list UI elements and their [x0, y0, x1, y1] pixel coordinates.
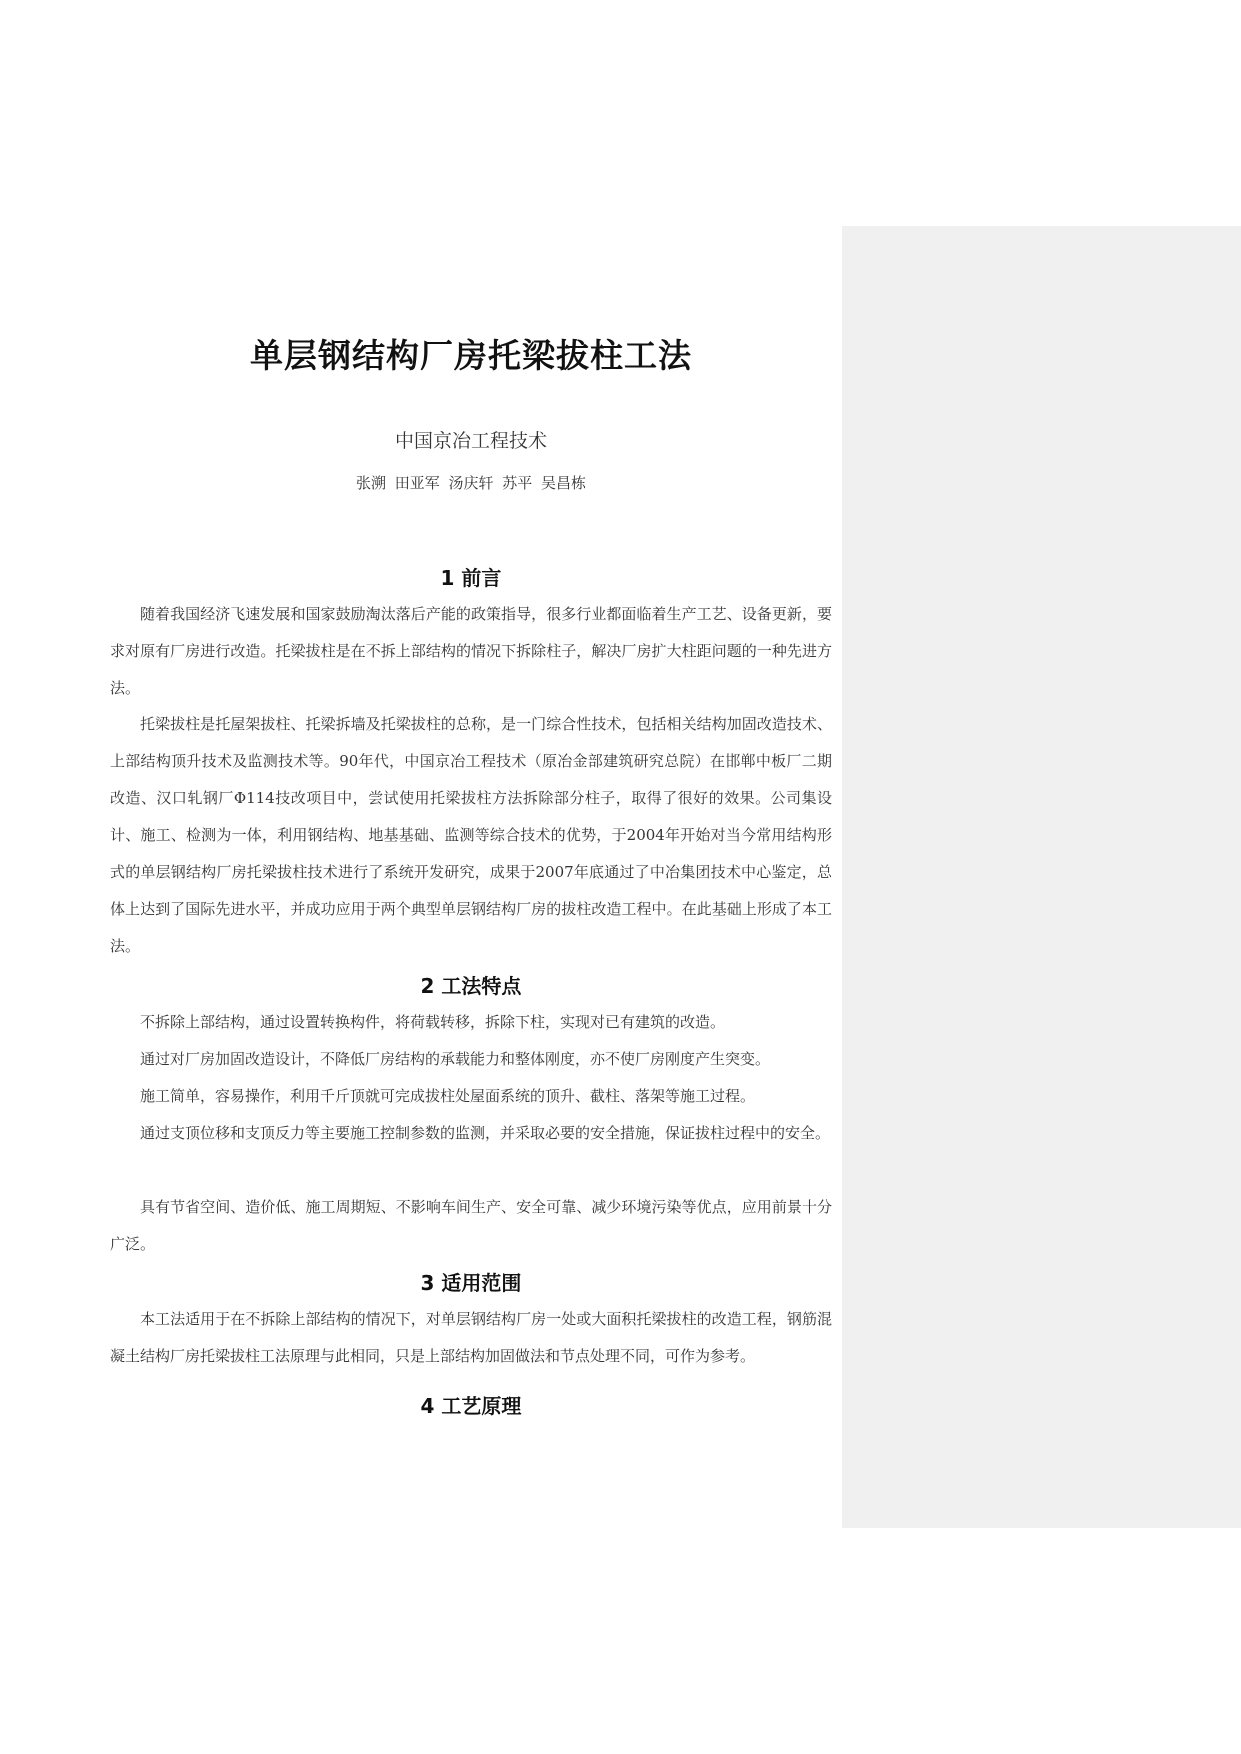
section-heading-principle: 4 工艺原理	[420, 1394, 522, 1418]
paragraph: 具有节省空间、造价低、施工周期短、不影响车间生产、安全可靠、减少环境污染等优点，应用前景十分广泛。	[110, 1198, 832, 1253]
paragraph: 通过对厂房加固改造设计，不降低厂房结构的承载能力和整体刚度，亦不使厂房刚度产生突变。	[140, 1050, 771, 1068]
section-heading-preface: 1 前言	[440, 566, 502, 590]
comment-margin-pane	[842, 226, 1241, 1528]
paragraph: 施工简单，容易操作，利用千斤顶就可完成拔柱处屋面系统的顶升、截柱、落架等施工过程。	[140, 1087, 756, 1105]
authors: 张溯 田亚军 汤庆轩 苏平 吴昌栋	[355, 474, 587, 492]
section-heading-scope: 3 适用范围	[420, 1271, 522, 1295]
section-heading-features: 2 工法特点	[420, 974, 522, 998]
paragraph: 通过支顶位移和支顶反力等主要施工控制参数的监测，并采取必要的安全措施，保证拔柱过程中的安全。	[140, 1124, 831, 1142]
paragraph: 随着我国经济飞速发展和国家鼓励淘汰落后产能的政策指导，很多行业都面临着生产工艺、设备更新，要求对原有厂房进行改造。托梁拔柱是在不拆上部结构的情况下拆除柱子，解决厂房扩大柱距问题的一种先进方法。	[110, 605, 832, 697]
paragraph: 不拆除上部结构，通过设置转换构件，将荷载转移，拆除下柱，实现对已有建筑的改造。	[140, 1013, 726, 1031]
paragraph: 托梁拔柱是托屋架拔柱、托梁拆墙及托梁拔柱的总称，是一门综合性技术，包括相关结构加固改造技术、上部结构顶升技术及监测技术等。90年代，中国京冶工程技术（原冶金部建筑研究总院）在邯郸中板厂二期改造、汉口轧钢厂Φ114技改项目中，尝试使用托梁拔柱方法拆除部分柱子，取得了很好的效果。公司集设计、施工、检测为一体，利用钢结构、地基基础、监测等综合技术的优势，于2004年开始对当今常用结构形式的单层钢结构厂房托梁拔柱技术进行了系统开发研究，成果于2007年底通过了中冶集团技术中心鉴定，总体上达到了国际先进水平，并成功应用于两个典型单层钢结构厂房的拔柱改造工程中。在此基础上形成了本工法。	[110, 715, 832, 955]
paragraph: 本工法适用于在不拆除上部结构的情况下，对单层钢结构厂房一处或大面积托梁拔柱的改造工程，钢筋混凝土结构厂房托梁拔柱工法原理与此相同，只是上部结构加固做法和节点处理不同，可作为参考。	[110, 1310, 832, 1365]
organization: 中国京冶工程技术	[394, 430, 547, 452]
document-title: 单层钢结构厂房托梁拔柱工法	[250, 336, 692, 375]
